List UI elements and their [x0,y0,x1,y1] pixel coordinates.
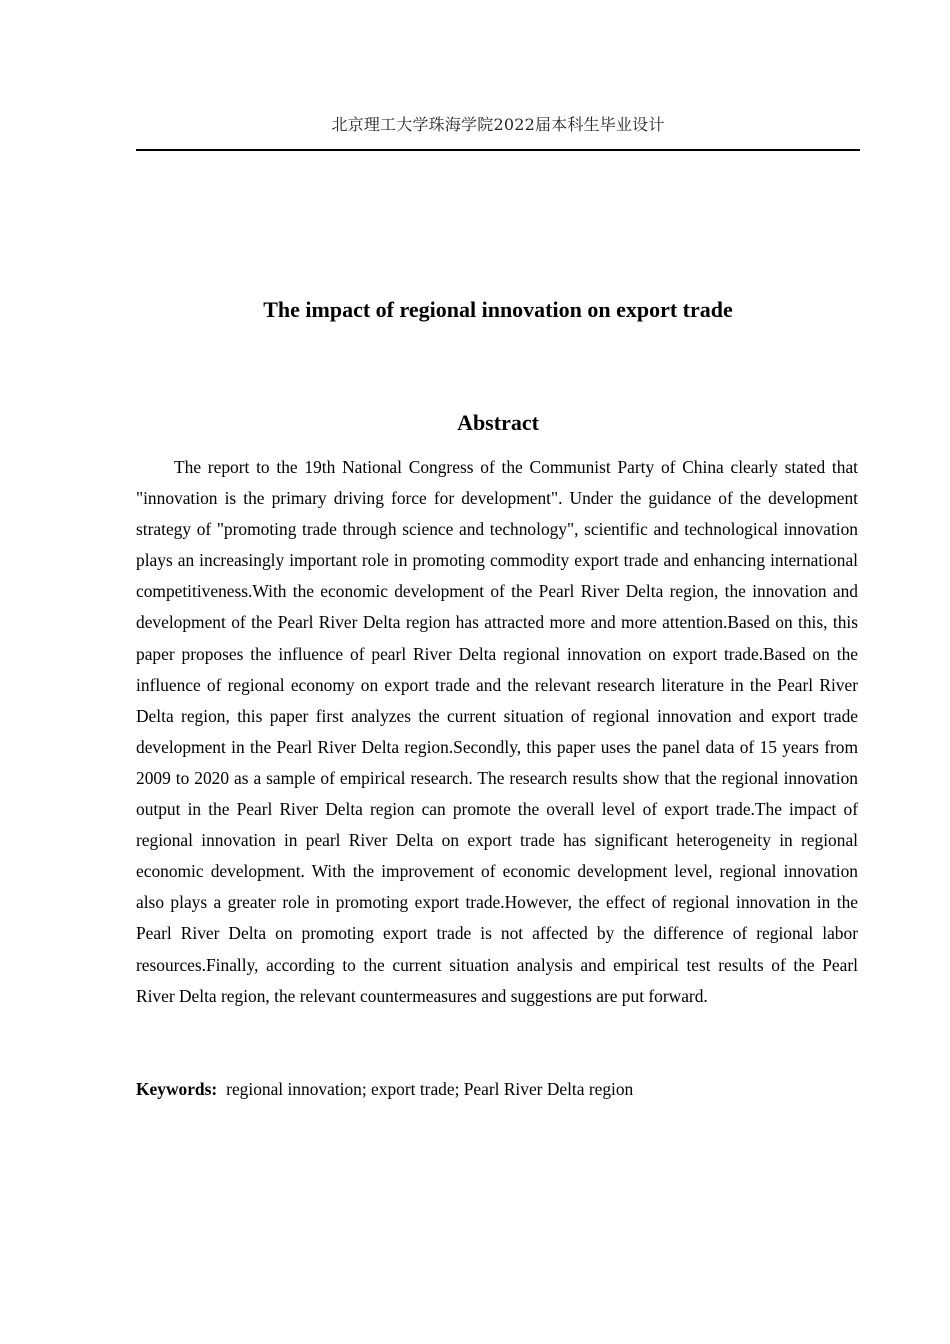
keywords-text: regional innovation; export trade; Pearl River Delta region [226,1079,634,1099]
keywords-label: Keywords: [136,1079,218,1099]
keywords-line [136,1074,858,1105]
abstract-heading: Abstract [457,410,539,435]
abstract-paragraph: The report to the 19th National Congress of the Communist Party of China clearly stated that "innovation is the primary driving force for development". Under the guidance of the development strategy of "promoting trade through science and technology", scientific and technological innovation plays an increasingly important role in promoting commodity export trade and enhancing international competitiveness.With the economic development of the Pearl River Delta region, the innovation and development of the Pearl River Delta region has attracted more and more attention.Based on this, this paper proposes the influence of pearl River Delta regional innovation on export trade.Based on the influence of regional economy on export trade and the relevant research literature in the Pearl River Delta region, this paper first analyzes the current situation of regional innovation and export trade development in the Pearl River Delta region.Secondly, this paper uses the panel data of 15 years from 2009 to 2020 as a sample of empirical research. The research results show that the regional innovation output in the Pearl River Delta region can promote the overall level of export trade.The impact of regional innovation in pearl River Delta on export trade has significant heterogeneity in regional economic development. With the improvement of economic development level, regional innovation also plays a greater role in promoting export trade.However, the effect of regional innovation in the Pearl River Delta on promoting export trade is not affected by the difference of regional labor resources.Finally, according to the current situation analysis and empirical test results of the Pearl River Delta region, the relevant countermeasures and suggestions are put forward. [136,457,858,1006]
header-divider [136,149,860,151]
running-header: 北京理工大学珠海学院2022届本科生毕业设计 [331,115,665,134]
paper-title: The impact of regional innovation on export trade [263,297,733,322]
